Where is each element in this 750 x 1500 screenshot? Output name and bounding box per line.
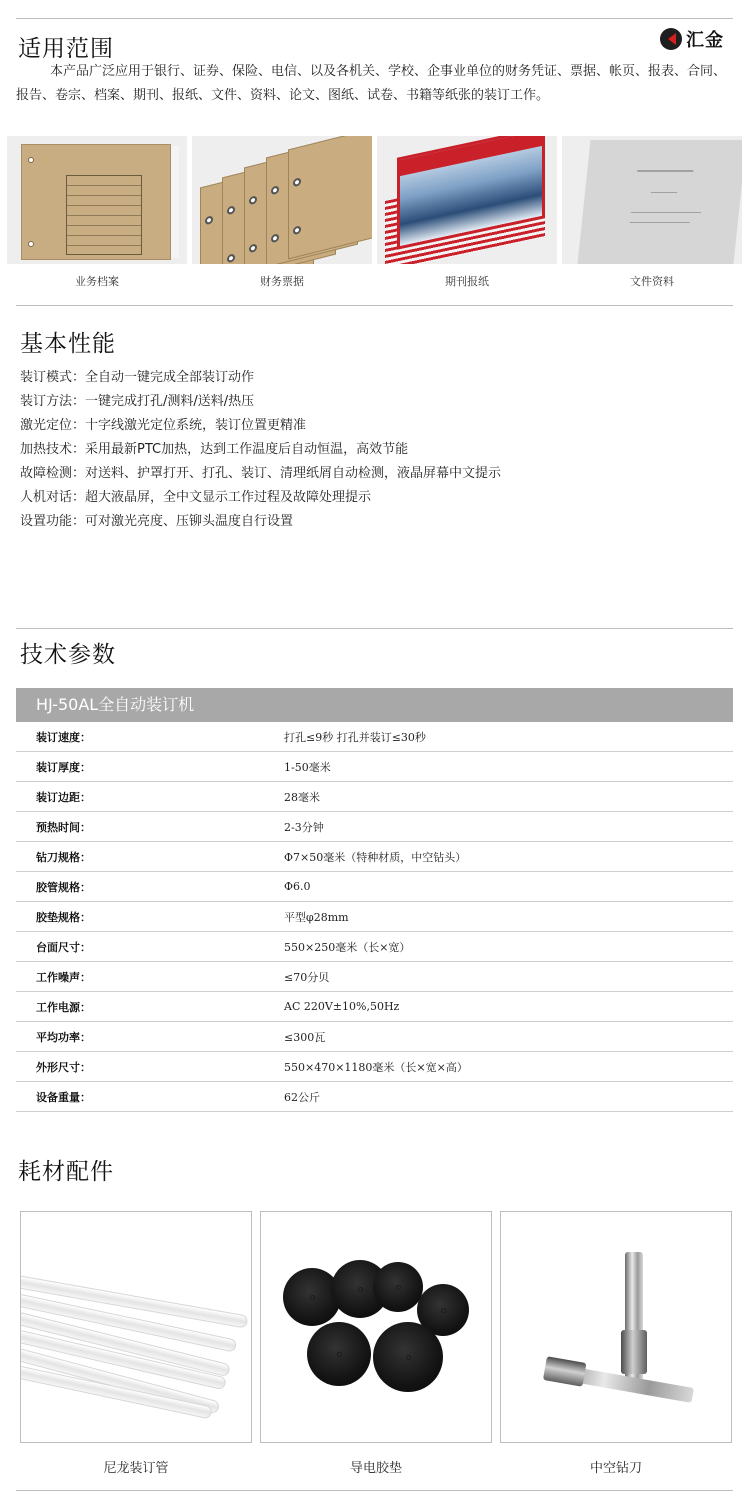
spec-value: 28毫米: [284, 790, 320, 804]
spec-key: 平均功率：: [36, 1030, 91, 1044]
bottom-divider: [16, 1490, 733, 1491]
spec-value: Φ6.0: [284, 880, 311, 893]
spec-key: 胶管规格：: [36, 880, 91, 894]
spec-key: 装订速度：: [36, 730, 91, 744]
table-row: [16, 872, 733, 902]
consumable-caption: 尼龙装订管: [103, 1461, 169, 1476]
gallery-caption: 财务票据: [260, 275, 304, 288]
performance-list: [20, 366, 732, 534]
gallery-item: [562, 136, 742, 289]
consumable-item: [20, 1211, 252, 1476]
consumable-item: [260, 1211, 492, 1476]
gallery-caption: 文件资料: [630, 275, 674, 288]
consumable-item: [500, 1211, 732, 1476]
spec-value: 62公斤: [284, 1090, 320, 1104]
conductive-pad-image: [260, 1211, 492, 1443]
specs-title: 技术参数: [20, 642, 116, 668]
spec-value: 打孔≤9秒 打孔并装订≤30秒: [284, 730, 426, 744]
spec-key: 设备重量：: [36, 1090, 91, 1104]
magazines-image: [377, 136, 557, 264]
table-row: [16, 962, 733, 992]
list-item: 设置功能：可对激光亮度、压铆头温度自行设置: [20, 514, 294, 529]
nylon-tube-image: [20, 1211, 252, 1443]
receipts-image: [192, 136, 372, 264]
table-row: [16, 842, 733, 872]
gallery-item: [377, 136, 557, 289]
spec-key: 钻刀规格：: [36, 850, 91, 864]
spec-key: 装订厚度：: [36, 760, 91, 774]
consumable-caption: 导电胶垫: [349, 1461, 402, 1476]
table-row: [16, 1082, 733, 1112]
spec-key: 工作噪声：: [36, 970, 91, 984]
performance-title: 基本性能: [20, 331, 116, 357]
list-item: 装订方法：一键完成打孔/测料/送料/热压: [20, 394, 255, 409]
spec-value: 1-50毫米: [284, 760, 331, 774]
spec-value: ≤70分贝: [284, 970, 330, 984]
gallery-item: [7, 136, 187, 289]
document-image: [562, 136, 742, 264]
spec-value: Φ7×50毫米（特种材质，中空钻头）: [284, 850, 467, 864]
scope-title: 适用范围: [18, 36, 114, 62]
hollow-drill-image: [500, 1211, 732, 1443]
table-row: [16, 1052, 733, 1082]
table-row: [16, 902, 733, 932]
gallery-caption: 期刊报纸: [445, 275, 489, 288]
spec-value: 550×470×1180毫米（长×宽×高）: [284, 1060, 468, 1074]
spec-value: 550×250毫米（长×宽）: [284, 940, 411, 954]
section-divider: [16, 628, 733, 629]
table-row: [16, 782, 733, 812]
spec-table: [16, 722, 733, 1112]
logo-icon: [660, 28, 682, 50]
spec-value: 2-3分钟: [284, 820, 324, 834]
scope-gallery: [7, 136, 745, 296]
logo-text: 汇金: [686, 30, 724, 51]
spec-model-header: HJ-50AL全自动装订机: [16, 688, 733, 722]
table-row: [16, 1022, 733, 1052]
list-item: 人机对话：超大液晶屏，全中文显示工作过程及故障处理提示: [20, 490, 372, 505]
spec-key: 外形尺寸：: [36, 1060, 91, 1074]
spec-key: 台面尺寸：: [36, 940, 91, 954]
spec-value: 平型φ28mm: [284, 910, 349, 924]
list-item: 装订模式：全自动一键完成全部装订动作: [20, 370, 255, 385]
scope-description: 本产品广泛应用于银行、证券、保险、电信、以及各机关、学校、企事业单位的财务凭证、票据、帐页、报表、合同、报告、卷宗、档案、期刊、报纸、文件、资料、论文、图纸、试卷、书籍等纸张的装订工作。: [16, 64, 727, 103]
consumables-title: 耗材配件: [18, 1159, 114, 1185]
spec-key: 装订边距：: [36, 790, 91, 804]
spec-key: 胶垫规格：: [36, 910, 91, 924]
gallery-caption: 业务档案: [75, 275, 119, 288]
spec-key: 工作电源：: [36, 1000, 91, 1014]
list-item: 故障检测：对送料、护罩打开、打孔、装订、清理纸屑自动检测，液晶屏幕中文提示: [20, 466, 502, 481]
consumable-caption: 中空钻刀: [589, 1461, 642, 1476]
gallery-item: [192, 136, 372, 289]
list-item: 激光定位：十字线激光定位系统，装订位置更精准: [20, 418, 307, 433]
section-divider: [16, 305, 733, 306]
top-divider: [16, 18, 733, 19]
brand-logo: [660, 26, 724, 52]
table-row: [16, 752, 733, 782]
spec-key: 预热时间：: [36, 820, 91, 834]
table-row: [16, 812, 733, 842]
list-item: 加热技术：采用最新PTC加热，达到工作温度后自动恒温，高效节能: [20, 442, 409, 457]
table-row: [16, 932, 733, 962]
table-row: [16, 722, 733, 752]
archive-folder-image: [7, 136, 187, 264]
spec-value: ≤300瓦: [284, 1030, 326, 1044]
table-row: [16, 992, 733, 1022]
spec-value: AC 220V±10%,50Hz: [284, 1000, 400, 1013]
